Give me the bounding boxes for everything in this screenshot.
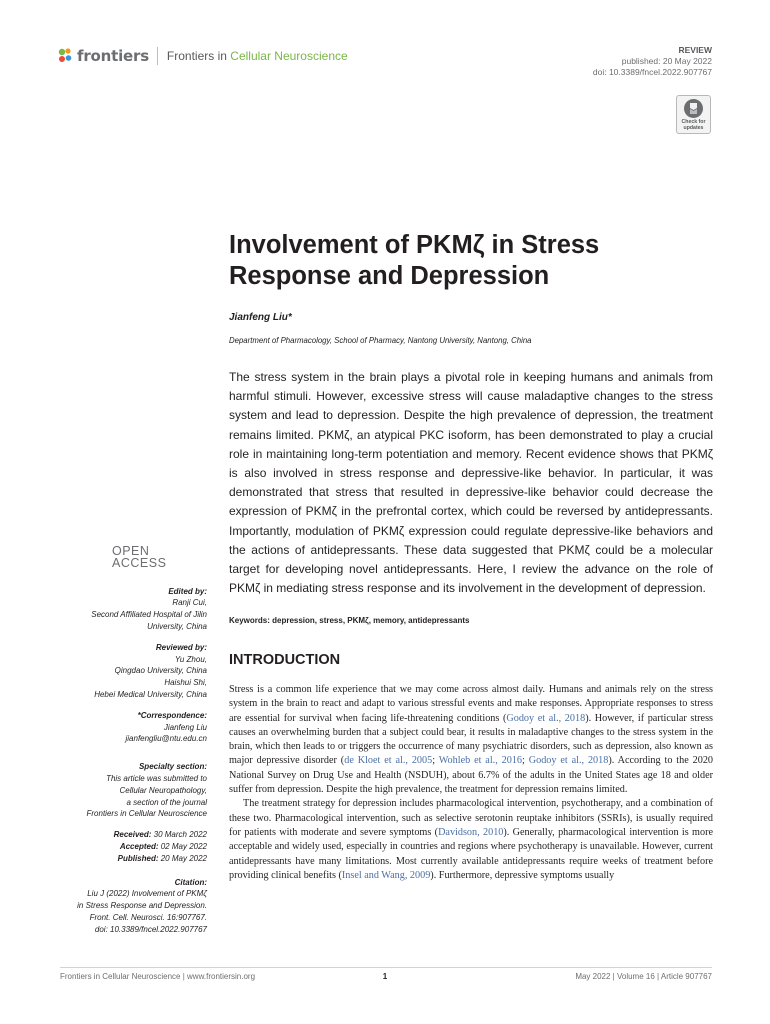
reviewed-by-section [60,642,207,701]
citation-doi[interactable]: doi: 10.3389/fncel.2022.907767 [94,924,207,934]
reviewed-by-label: Reviewed by: [155,642,207,652]
citation-link[interactable]: Godoy et al., 2018 [506,712,586,724]
citation-section [60,877,207,936]
editor-line[interactable]: Ranji Cui, [172,598,207,608]
specialty-line: a section of the journal [126,797,207,807]
dates-section [60,829,207,864]
citation-link[interactable]: Godoy et al., 2018 [528,755,609,767]
footer-divider [60,967,712,968]
article-info-sidebar [60,546,207,942]
correspondence-section [60,710,207,745]
article-meta [593,45,712,78]
crossmark-label: Check for updates [681,119,706,131]
specialty-line: This article was submitted to [106,773,207,783]
check-for-updates-button[interactable] [676,95,711,134]
editor-line: University, China [147,621,207,631]
frontiers-logo-icon [57,47,73,65]
citation-line: in Stress Response and Depression. [77,901,207,911]
author-name[interactable]: Jianfeng Liu* [229,312,292,323]
edited-by-section [60,586,207,633]
received-date: Received: 30 March 2022 [113,830,207,840]
published-date: Published: 20 May 2022 [117,853,207,863]
specialty-section [60,761,207,820]
reviewer-line[interactable]: Haishui Shi, [164,678,207,688]
open-access-label: OPEN ACCESS [112,544,167,570]
publish-date: published: 20 May 2022 [621,56,712,66]
citation-label: Citation: [174,877,207,887]
footer-volume: May 2022 | Volume 16 | Article 907767 [575,972,712,981]
specialty-label: Specialty section: [138,762,207,772]
body-paragraph: Stress is a common life experience that we may come across almost daily. Humans and animals rely on the stress system in the brain to react and adapt to various stressful events and make responses. Appropriate responses to stress are essential for survival when facing life-threatening conditions (Godoy et al., 2018). However, if particular stress causes an overwhelming burden that a subject could bear, it results in maladaptive changes to the stress system in the brain, which then leads to or triggers the occurrence of many psychiatric disorders, such as depression, also known as major depressive disorder (de Kloet et al., 2005; Wohleb et al., 2016; Godoy et al., 2018). According to the 2020 National Survey on Drug Use and Health (NSDUH), about 6.7% of the adults in the United States age 18 and older suffer from depression. Despite the high prevalence, the treatment for depression remains limited. [229,684,714,796]
accepted-date: Accepted: 02 May 2022 [119,841,207,851]
article-title: Involvement of PKMζ in Stress Response and Depression [229,231,600,290]
abstract-text: The stress system in the brain plays a pivotal role in keeping humans and animals from harmful stimuli. However, excessive stress will cause maladaptive changes to the stress system and lead to depression. Despite the high prevalence of depression, the treatment remains limited. PKMζ, an atypical PKC isoform, has been demonstrated to play a crucial role in maintaining long-term potentiation and memory. Recent evidence shows that PKMζ is also involved in stress response and depressive-like behavior. In particular, it was demonstrated that stress that resulted in depressive-like behavior could decrease the expression of PKMζ in the prefrontal cortex, which could be reversed by antidepressants. Importantly, modulation of PKMζ expression could regulate depressive-like behaviors and the actions of antidepressants. These data suggested that PKMζ could be a molecular target for developing novel antidepressants. Here, I review the advance on the role of PKMζ in mediating stress response and its involvement in the development of depression. [229,370,713,596]
body-text [229,683,713,883]
reviewer-line[interactable]: Yu Zhou, [174,654,207,664]
citation-line: Front. Cell. Neurosci. 16:907767. [89,912,207,922]
citation-link[interactable]: Wohleb et al., 2016 [438,755,523,767]
edited-by-label: Edited by: [168,586,207,596]
page-number: 1 [382,972,388,981]
keywords: Keywords: depression, stress, PKMζ, memory, antidepressants [229,616,470,625]
logo-wordmark: frontiers [77,47,149,65]
citation-line: Liu J (2022) Involvement of PKMζ [87,889,207,899]
specialty-line: Cellular Neuropathology, [119,785,207,795]
crossmark-icon [684,99,703,118]
footer-journal[interactable]: Frontiers in Cellular Neuroscience | www.frontiersin.org [60,972,256,981]
journal-logo[interactable] [57,47,348,65]
citation-link[interactable]: Insel and Wang, 2009 [341,869,431,881]
journal-name: Frontiers in Cellular Neuroscience [166,49,348,63]
specialty-line: Frontiers in Cellular Neuroscience [86,809,207,819]
reviewer-line: Hebei Medical University, China [94,689,207,699]
editor-line: Second Affiliated Hospital of Jilin [91,610,207,620]
author-affiliation: Department of Pharmacology, School of Pharmacy, Nantong University, Nantong, China [229,336,532,345]
logo-divider [157,47,158,65]
correspondence-name: Jianfeng Liu [163,722,207,732]
body-paragraph: The treatment strategy for depression includes pharmacological intervention, psychotherapy, and a combination of these two. Pharmacological intervention, such as selective serotonin reuptake inhibitors (SSRIs), is usually required for patients with moderate and severe symptoms (Davidson, 2010). Generally, pharmacological intervention is more acceptable and widely used, especially in countries and regions where psychotherapy is unavailable. However, current antidepressants have many limitations. Most currently available antidepressants require weeks of treatment before providing clinical benefits (Insel and Wang, 2009). Furthermore, depressive symptoms usually [229,798,713,881]
reviewer-line: Qingdao University, China [114,666,207,676]
citation-link[interactable]: Davidson, 2010 [438,826,504,838]
doi-header[interactable]: doi: 10.3389/fncel.2022.907767 [592,67,712,77]
citation-link[interactable]: de Kloet et al., 2005 [344,755,433,767]
introduction-heading: INTRODUCTION [229,652,341,668]
correspondence-label: *Correspondence: [137,710,207,720]
article-type: REVIEW [678,45,712,55]
correspondence-email[interactable]: jianfengliu@ntu.edu.cn [125,734,207,744]
